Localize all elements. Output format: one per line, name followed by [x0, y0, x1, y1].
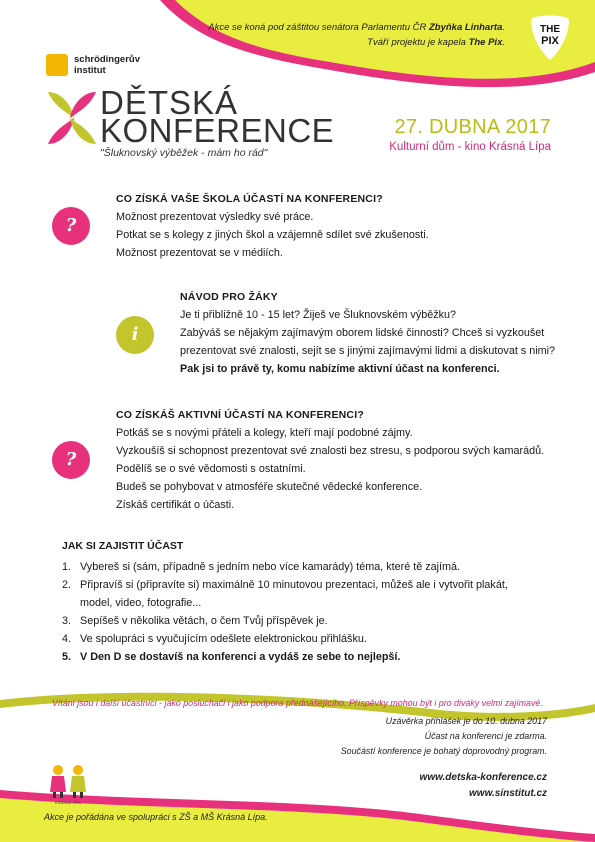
- event-date: 27. DUBNA 2017: [394, 116, 551, 138]
- conference-x-logo-icon: [44, 88, 100, 148]
- question-icon: ?: [52, 207, 90, 245]
- list-item: 5. V Den D se dostavíš na konferenci a vydáš ze sebe to nejlepší.: [62, 651, 401, 663]
- title-subtitle: "Šluknovský výběžek - mám ho rád": [100, 147, 268, 159]
- section-heading: NÁVOD PRO ŽÁKY: [180, 291, 278, 303]
- website-links: [420, 770, 547, 802]
- section-line: Získáš certifikát o účasti.: [116, 499, 235, 511]
- list-item: 1. Vybereš si (sám, případně s jedním nebo více kamarády) téma, které tě zajímá.: [62, 561, 461, 573]
- section-line: prezentovat své znalosti, sejít se s jinými zajímavými lidmi a diskutovat s nimi?: [180, 345, 556, 357]
- title-line2: KONFERENCE: [100, 112, 335, 149]
- welcome-note: Vítáni jsou i další účastníci - jako posluchači i jako podpora přednášejícího. Příspěvky mohou být i pro diváky velmi zajímavé.: [52, 698, 543, 708]
- registration-info: Uzávěrka přihlášek je do 10. dubna 2017 Účast na konferenci je zdarma. Součástí konference je bohatý doprovodný program.: [340, 716, 547, 756]
- section-pupils: [180, 288, 555, 378]
- event-place: Kulturní dům - kino Krásná Lípa: [389, 141, 551, 153]
- steps-title: JAK SI ZAJISTIT ÚČAST: [62, 540, 184, 552]
- question-icon: ?: [52, 441, 90, 479]
- list-item: 4. Ve spolupráci s vyučujícím odešlete elektronickou přihlášku.: [62, 633, 367, 645]
- section-school: [116, 190, 429, 262]
- section-line: Potkat se s kolegy z jiných škol a vzájemně sdílet své zkušenosti.: [116, 229, 429, 241]
- patronage-text: Akce se koná pod záštitou senátora Parlamentu ČR Zbyňka Linharta. Tváří projektu je kapela The Pix.: [208, 22, 505, 48]
- list-item: 2. Připravíš si (připravíte si) maximálně 10 minutovou prezentaci, můžeš ale i vytvořit plakát,: [62, 579, 508, 591]
- section-line: Je ti přibližně 10 - 15 let? Žiješ ve Šluknovském výběžku?: [180, 309, 457, 321]
- steps-list: [62, 558, 508, 666]
- section-line: Potkáš se s novými přáteli a kolegy, kteří mají podobné zájmy.: [116, 427, 413, 439]
- institute-logo: [46, 52, 196, 82]
- svg-text:KRÁSNÁ LÍPA: KRÁSNÁ LÍPA: [55, 800, 81, 805]
- svg-text:THE: THE: [540, 24, 560, 35]
- section-line: Podělíš se o své vědomosti s ostatními.: [116, 463, 306, 475]
- section-heading: CO ZÍSKÁŠ AKTIVNÍ ÚČASTÍ NA KONFERENCI?: [116, 409, 364, 421]
- section-heading: CO ZÍSKÁ VAŠE ŠKOLA ÚČASTÍ NA KONFERENCI?: [116, 193, 383, 205]
- institute-name-line2: institut: [74, 65, 106, 76]
- list-item: 3. Sepíšeš v několika větách, o čem Tvůj příspěvek je.: [62, 615, 328, 627]
- section-line: Budeš se pohybovat v atmosféře skutečné vědecké konference.: [116, 481, 423, 493]
- section-line: Vyzkoušíš si schopnost prezentovat své znalosti bez stresu, s podporou svých kamarádů.: [116, 445, 545, 457]
- section-line: Možnost prezentovat výsledky své práce.: [116, 211, 314, 223]
- cat-box-icon: [46, 54, 68, 76]
- section-line: Zabýváš se nějakým zajímavým oborem lidské činnosti? Chceš si vyzkoušet: [180, 327, 545, 339]
- website-link[interactable]: www.detska-konference.cz: [419, 772, 547, 783]
- school-logo: [44, 762, 94, 806]
- the-pix-logo: [527, 12, 573, 62]
- info-icon: i: [116, 316, 154, 354]
- section-benefits: [116, 406, 544, 514]
- list-item: model, video, fotografie...: [80, 597, 202, 609]
- partner-note: Akce je pořádána ve spolupráci s ZŠ a MŠ Krásná Lípa.: [44, 812, 268, 822]
- section-highlight: Pak jsi to právě ty, komu nabízíme aktivní účast na konferenci.: [180, 363, 500, 375]
- institute-name-line1: schrödingerův: [74, 54, 140, 65]
- website-link[interactable]: www.sinstitut.cz: [469, 788, 547, 799]
- svg-text:PIX: PIX: [541, 35, 559, 47]
- section-line: Možnost prezentovat se v médiích.: [116, 247, 283, 259]
- title-line1: DĚTSKÁ: [100, 84, 239, 121]
